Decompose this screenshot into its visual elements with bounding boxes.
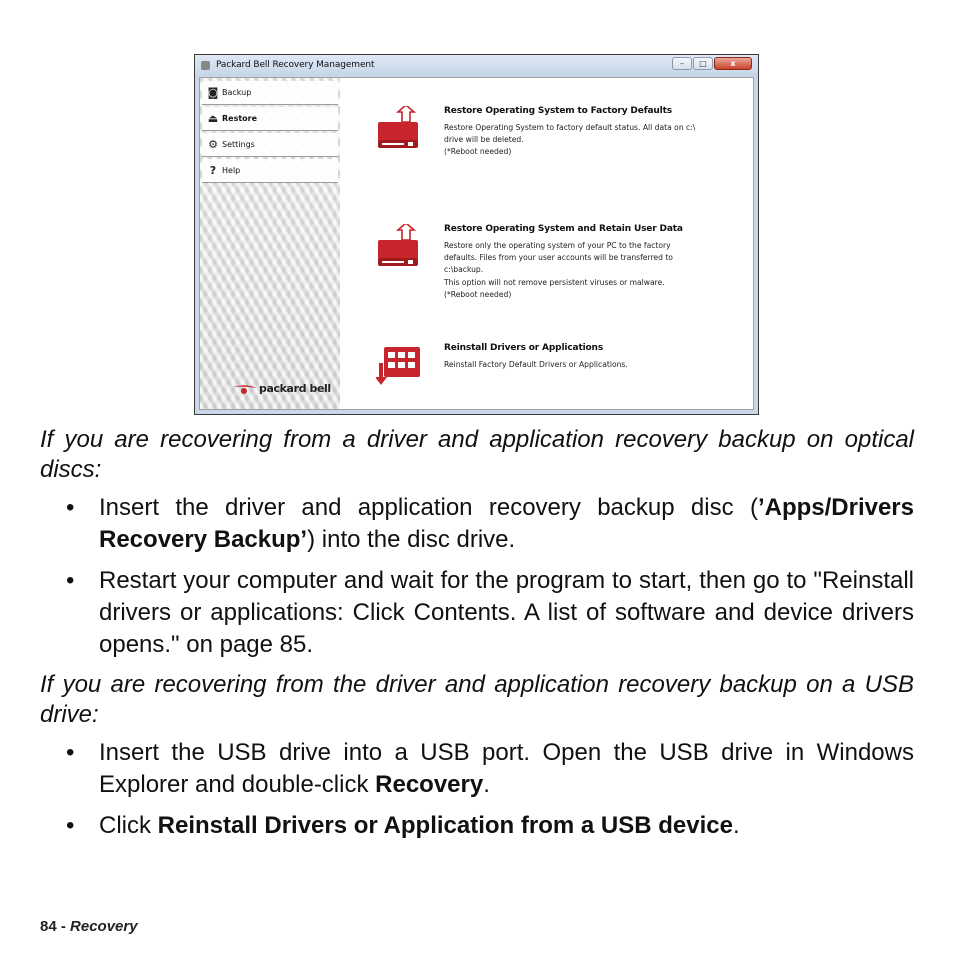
restore-retain-data-icon: [376, 224, 422, 270]
sidebar-item-restore[interactable]: [202, 107, 338, 131]
step-bold-text: ’Apps/Drivers Recovery Backup’: [99, 494, 914, 553]
section-name: Recovery: [70, 918, 138, 935]
sidebar-item-label: Settings: [222, 140, 255, 149]
option-description-line: defaults. Files from your user accounts will be transferred to: [444, 253, 673, 263]
option-description-line: (*Reboot needed): [444, 289, 512, 299]
restore-icon: ⏏: [207, 112, 219, 125]
packard-bell-logo: [232, 382, 331, 395]
intro-optical-discs: If you are recovering from a driver and application recovery backup on optical discs:: [40, 426, 914, 483]
step-text: ) into the disc drive.: [307, 526, 516, 553]
step-text: .: [483, 771, 490, 798]
option-title: Restore Operating System and Retain User Data: [444, 224, 683, 234]
usb-step-insert-drive: [99, 737, 914, 801]
option-description-line: drive will be deleted.: [444, 135, 524, 145]
close-button[interactable]: x: [714, 57, 752, 70]
footer-separator: -: [56, 918, 71, 935]
step-bold-text: Reinstall Drivers or Application from a USB device: [157, 812, 733, 839]
option-description-line: (*Reboot needed): [444, 147, 512, 157]
intro-usb-drive: If you are recovering from the driver and application recovery backup on a USB drive:: [40, 671, 914, 728]
step-bold-text: Recovery: [375, 771, 484, 798]
option-title: Reinstall Drivers or Applications: [444, 343, 604, 353]
window-controls: [672, 57, 752, 70]
option-description: [444, 122, 734, 159]
usb-step-click-reinstall: [99, 810, 914, 842]
page-footer: [40, 918, 138, 935]
step-text: Insert the driver and application recovery backup disc (: [99, 494, 758, 521]
sidebar: [200, 78, 340, 409]
disc-icon: ◙: [207, 86, 219, 99]
sidebar-item-settings[interactable]: [202, 133, 338, 157]
sidebar-item-label: Help: [222, 166, 241, 175]
option-description: [444, 240, 734, 301]
reinstall-drivers-icon: [376, 343, 422, 389]
option-description-line: Restore Operating System to factory default status. All data on c:\: [444, 123, 696, 132]
app-icon: [201, 61, 210, 70]
minimize-button[interactable]: –: [672, 57, 692, 70]
restore-factory-icon: [376, 106, 422, 152]
sidebar-item-label: Backup: [222, 88, 252, 97]
option-title: Restore Operating System to Factory Defaults: [444, 106, 672, 116]
optical-step-insert-disc: [99, 492, 914, 556]
step-text: Click: [99, 812, 158, 839]
bullet-marker: •: [66, 739, 75, 766]
option-description: [444, 359, 734, 371]
page-number: 84: [40, 918, 57, 935]
step-text: Insert the USB drive into a USB port. Open the USB drive in Windows Explorer and double-click: [99, 739, 914, 798]
logo-swoosh-icon: [232, 383, 258, 395]
sidebar-item-label: Restore: [222, 114, 258, 123]
logo-text: packard bell: [259, 382, 331, 395]
optical-step-restart: Restart your computer and wait for the program to start, then go to "Reinstall drivers or applications: Click Contents. A list of software and device drivers opens." on page 85.: [99, 567, 914, 658]
sidebar-item-help[interactable]: [202, 159, 338, 183]
bullet-marker: •: [66, 567, 75, 594]
bullet-marker: •: [66, 494, 75, 521]
maximize-button[interactable]: □: [693, 57, 713, 70]
recovery-management-window: [194, 54, 759, 415]
window-title: Packard Bell Recovery Management: [216, 60, 375, 70]
step-text: .: [732, 812, 740, 839]
option-description-line: This option will not remove persistent viruses or malware.: [444, 277, 665, 287]
help-icon: ?: [209, 164, 217, 177]
bullet-marker: •: [66, 812, 75, 839]
option-description-line: Reinstall Factory Default Drivers or Applications.: [444, 360, 628, 369]
window-client-area: [199, 77, 754, 410]
title-bar[interactable]: [195, 55, 758, 76]
option-description-line: c:\backup.: [444, 265, 484, 275]
gear-icon: ⚙: [208, 138, 218, 151]
option-description-line: Restore only the operating system of your PC to the factory: [444, 241, 671, 250]
sidebar-item-backup[interactable]: [202, 81, 338, 105]
